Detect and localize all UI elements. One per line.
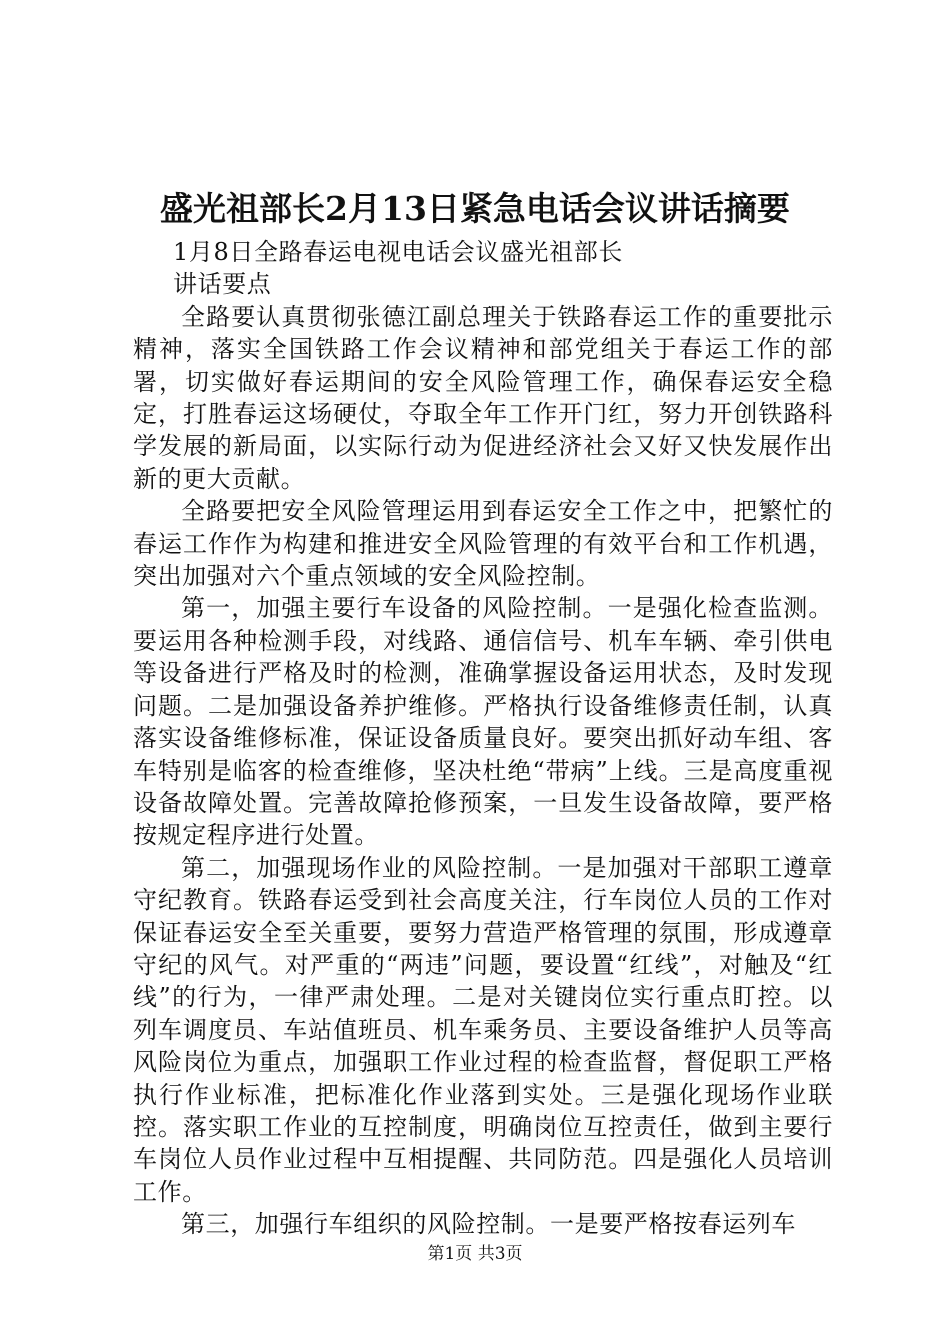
paragraph: 第三，加强行车组织的风险控制。一是要严格按春运列车	[181, 1210, 796, 1239]
paragraph-subtitle-2: 讲话要点	[173, 270, 272, 299]
page-number-footer: 第1页 共3页	[427, 1244, 523, 1264]
paragraph: 全路要认真贯彻张德江副总理关于铁路春运工作的重要批示精神，落实全国铁路工作会议精神和部党组关于春运工作的部署，切实做好春运期间的安全风险管理工作，确保春运安全稳定，打胜春运这场硬仗，夺取全年工作开门红，努力开创铁路科学发展的新局面，以实际行动为促进经济社会又好又快发展作出新的更大贡献。	[133, 302, 833, 493]
paragraph-subtitle: 1月8日全路春运电视电话会议盛光祖部长	[173, 238, 623, 266]
paragraph: 全路要把安全风险管理运用到春运安全工作之中，把繁忙的春运工作作为构建和推进安全风险管理的有效平台和工作机遇，突出加强对六个重点领域的安全风险控制。	[133, 497, 833, 591]
paragraph: 第二，加强现场作业的风险控制。一是加强对干部职工遵章守纪教育。铁路春运受到社会高度关注，行车岗位人员的工作对保证春运安全至关重要，要努力营造严格管理的氛围，形成遵章守纪的风气。对严重的“两违”问题，要设置“红线”，对触及“红线”的行为，一律严肃处理。二是对关键岗位实行重点盯控。以列车调度员、车站值班员、机车乘务员、主要设备维护人员等高风险岗位为重点，加强职工作业过程的检查监督，督促职工严格执行作业标准，把标准化作业落到实处。三是强化现场作业联控。落实职工作业的互控制度，明确岗位互控责任，做到主要行车岗位人员作业过程中互相提醒、共同防范。四是强化人员培训工作。	[133, 853, 833, 1206]
document-body	[133, 236, 833, 1241]
document-title: 盛光祖部长2月13日紧急电话会议讲话摘要	[160, 189, 790, 228]
paragraph: 第一，加强主要行车设备的风险控制。一是强化检查监测。要运用各种检测手段，对线路、通信信号、机车车辆、牵引供电等设备进行严格及时的检测，准确掌握设备运用状态，及时发现问题。二是加强设备养护维修。严格执行设备维修责任制，认真落实设备维修标准，保证设备质量良好。要突出抓好动车组、客车特别是临客的检查维修，坚决杜绝“带病”上线。三是高度重视设备故障处置。完善故障抢修预案，一旦发生设备故障，要严格按规定程序进行处置。	[133, 594, 833, 850]
